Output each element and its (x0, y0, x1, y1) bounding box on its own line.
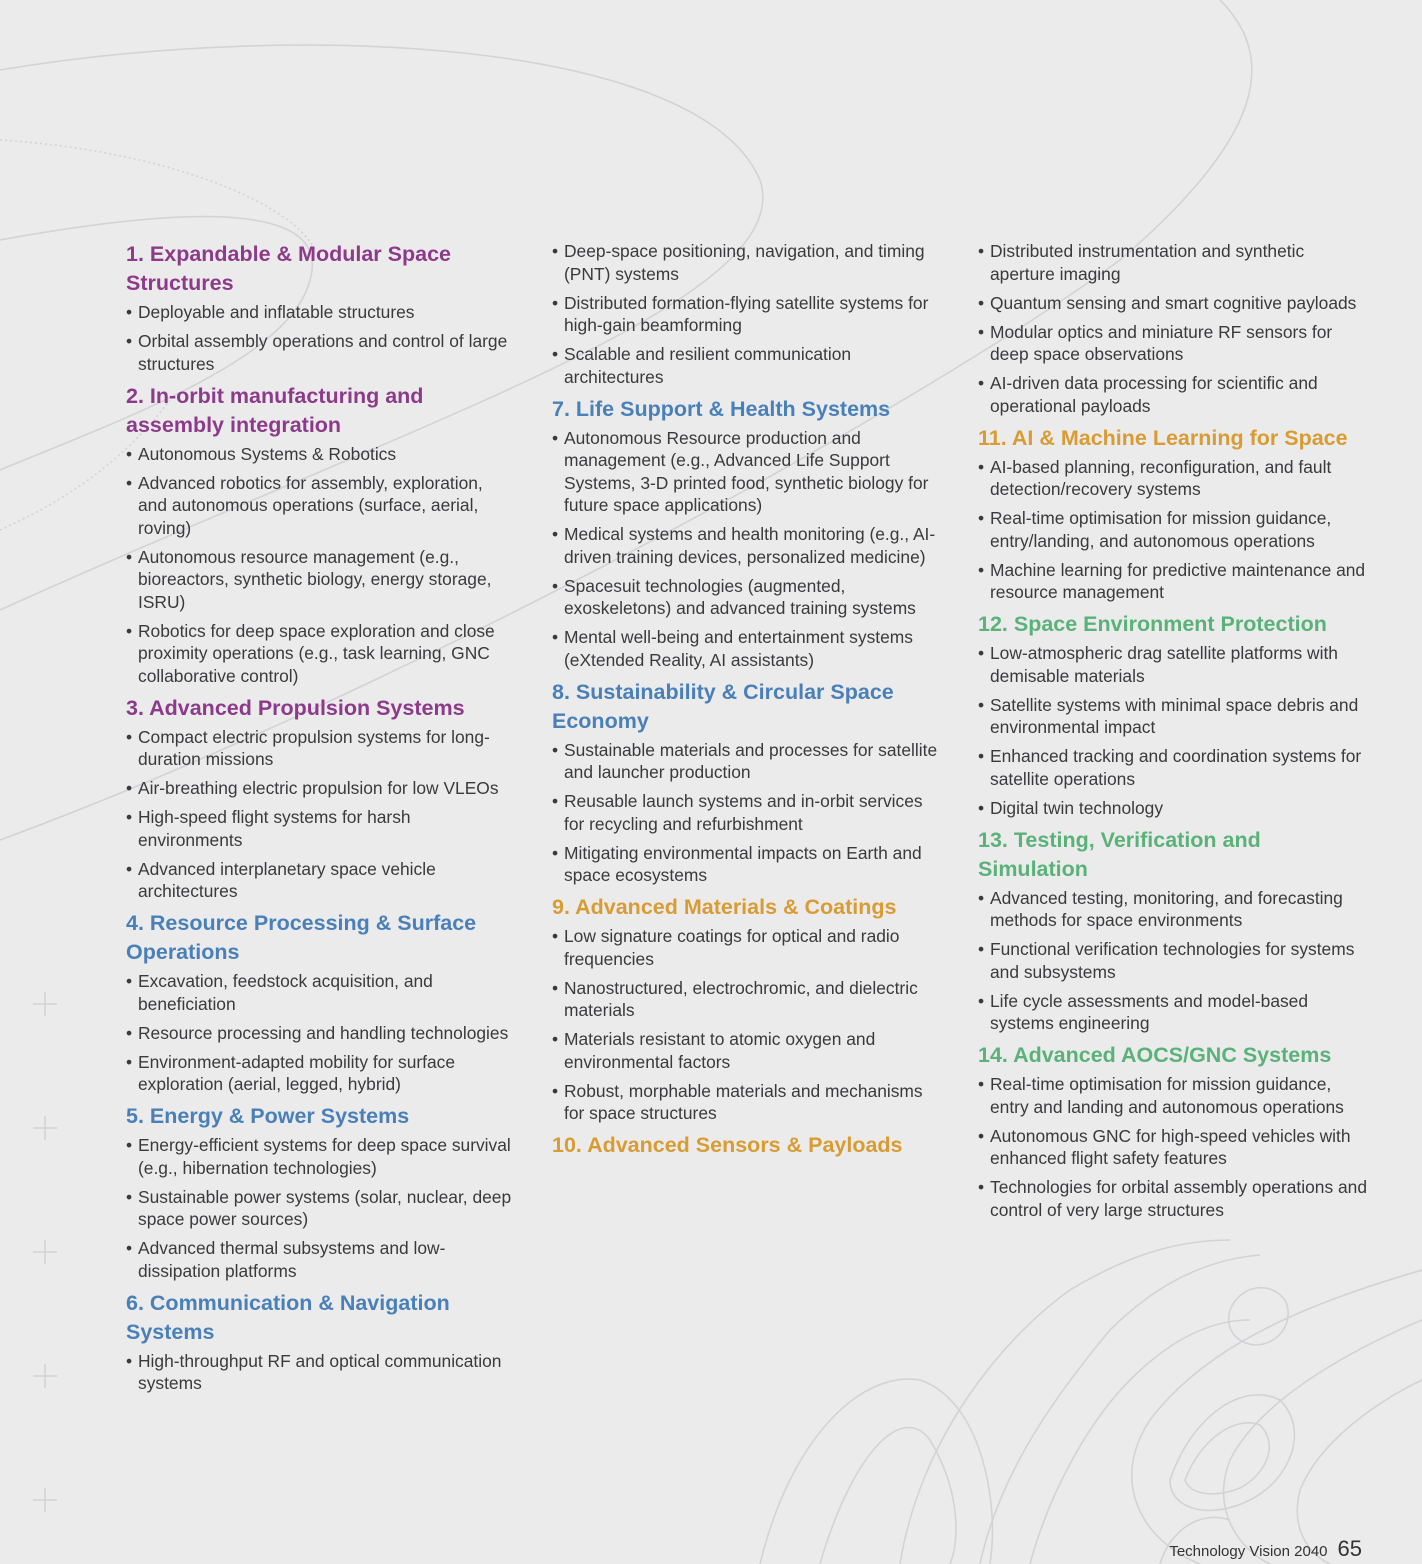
list-item (978, 292, 1370, 315)
column-1 (126, 240, 516, 1401)
list-item-text: Air-breathing electric propulsion for low VLEOs (138, 778, 499, 798)
list-item-text: Mitigating environmental impacts on Earth and space ecosystems (564, 842, 922, 885)
section-block (552, 678, 944, 887)
list-item-text: Digital twin technology (990, 797, 1164, 818)
list-item-text: Technologies for orbital assembly operations and control of very large structures (990, 1177, 1368, 1220)
list-item-text: High-throughput RF and optical communication systems (138, 1350, 502, 1393)
list-item (978, 694, 1370, 739)
section-block (552, 893, 944, 1125)
section-block (126, 909, 516, 1096)
bullet-icon: • (126, 472, 133, 493)
bullet-icon: • (126, 778, 133, 798)
bullet-icon: • (978, 373, 985, 393)
list-item (126, 1237, 516, 1282)
list-item-text: Nanostructured, electrochromic, and dielectric materials (564, 977, 918, 1020)
bullet-icon: • (552, 977, 559, 998)
bullet-icon: • (978, 797, 985, 818)
list-item-text: Quantum sensing and smart cognitive payloads (990, 292, 1357, 313)
section-title: 9. Advanced Materials & Coatings (552, 895, 897, 919)
list-item-text: Medical systems and health monitoring (e.g., AI-driven training devices, personalized medicine) (564, 524, 936, 567)
list-item-text: Advanced testing, monitoring, and forecasting methods for space environments (990, 887, 1343, 930)
list-item (978, 507, 1370, 552)
bullet-icon: • (552, 791, 559, 811)
bullet-icon: • (552, 1080, 559, 1101)
list-item (126, 777, 516, 800)
list-item (126, 806, 516, 851)
list-item-text: Distributed formation-flying satellite systems for high-gain beamforming (564, 292, 929, 335)
list-item-text: Environment-adapted mobility for surface exploration (aerial, legged, hybrid) (138, 1051, 456, 1094)
bullet-icon: • (978, 559, 985, 580)
section-block (126, 1102, 516, 1282)
bullet-list (126, 726, 516, 903)
bullet-icon: • (978, 241, 985, 261)
section-block (978, 240, 1370, 417)
list-item-text: Low signature coatings for optical and radio frequencies (564, 926, 900, 969)
list-item-text: Robotics for deep space exploration and close proximity operations (e.g., task learning, GNC collaborative control) (138, 620, 495, 686)
list-item-text: Autonomous Resource production and management (e.g., Advanced Life Support Systems, 3-D printed food, synthetic biology for future space applications) (564, 427, 929, 515)
bullet-icon: • (126, 443, 133, 464)
bullet-icon: • (126, 620, 133, 641)
bullet-icon: • (126, 1238, 133, 1258)
list-item (126, 546, 516, 614)
section-title: 10. Advanced Sensors & Payloads (552, 1133, 903, 1157)
bullet-list (552, 739, 944, 887)
list-item-text: Life cycle assessments and model-based systems engineering (990, 990, 1309, 1033)
bullet-icon: • (552, 524, 559, 544)
bullet-list (126, 301, 516, 375)
list-item-text: Deep-space positioning, navigation, and timing (PNT) systems (564, 241, 925, 284)
bullet-icon: • (126, 1186, 133, 1207)
list-item (552, 790, 944, 835)
bullet-icon: • (978, 643, 985, 663)
bullet-icon: • (552, 926, 559, 946)
list-item-text: Real-time optimisation for mission guidance, entry/landing, and autonomous operations (990, 508, 1332, 551)
section-title: 6. Communication & Navigation Systems (126, 1290, 450, 1344)
bullet-icon: • (552, 427, 559, 448)
bullet-icon: • (552, 344, 559, 364)
list-item (552, 575, 944, 620)
section-block (126, 382, 516, 688)
list-item-text: Orbital assembly operations and control of large structures (138, 331, 508, 374)
bullet-list (552, 925, 944, 1125)
list-item-text: Energy-efficient systems for deep space survival (e.g., hibernation technologies) (138, 1135, 511, 1178)
bullet-list (552, 427, 944, 672)
list-item (552, 842, 944, 887)
page-footer (1169, 1536, 1362, 1562)
list-item-text: Autonomous resource management (e.g., bioreactors, synthetic biology, energy storage, ISRU) (138, 546, 492, 612)
list-item-text: Reusable launch systems and in-orbit services for recycling and refurbishment (564, 791, 923, 834)
bullet-icon: • (126, 726, 133, 747)
section-block (126, 694, 516, 903)
bullet-icon: • (552, 575, 559, 596)
bullet-icon: • (552, 1029, 559, 1049)
list-item (978, 887, 1370, 932)
bullet-icon: • (978, 321, 985, 342)
list-item (978, 642, 1370, 687)
list-item (552, 292, 944, 337)
list-item (552, 739, 944, 784)
bullet-icon: • (126, 1051, 133, 1072)
list-item-text: Mental well-being and entertainment systems (eXtended Reality, AI assistants) (564, 627, 913, 670)
list-item (978, 240, 1370, 285)
section-title: 1. Expandable & Modular Space Structures (126, 242, 451, 295)
list-item (552, 343, 944, 388)
list-item-text: Compact electric propulsion systems for long-duration missions (138, 726, 490, 769)
bullet-list (126, 443, 516, 688)
list-item-text: Sustainable power systems (solar, nuclear, deep space power sources) (138, 1186, 512, 1229)
bullet-list (978, 887, 1370, 1035)
list-item (552, 1028, 944, 1073)
bullet-list (126, 1134, 516, 1282)
list-item-text: Functional verification technologies for systems and subsystems (990, 939, 1355, 982)
bullet-icon: • (126, 546, 133, 567)
bullet-icon: • (552, 842, 559, 863)
section-title: 12. Space Environment Protection (978, 612, 1327, 636)
bullet-list (978, 456, 1370, 604)
list-item (126, 472, 516, 540)
list-item-text: AI-based planning, reconfiguration, and fault detection/recovery systems (990, 456, 1332, 499)
page-number: 65 (1337, 1536, 1362, 1561)
bullet-list (552, 240, 944, 388)
list-item (552, 977, 944, 1022)
list-item-text: Scalable and resilient communication architectures (564, 344, 852, 387)
list-item (978, 456, 1370, 501)
bullet-list (126, 970, 516, 1096)
list-item-text: Materials resistant to atomic oxygen and environmental factors (564, 1029, 876, 1072)
list-item (978, 745, 1370, 790)
section-block (978, 424, 1370, 604)
bullet-icon: • (126, 302, 133, 322)
list-item-text: AI-driven data processing for scientific and operational payloads (990, 373, 1318, 416)
bullet-list (978, 1073, 1370, 1221)
section-block (978, 1041, 1370, 1221)
section-title: 7. Life Support & Health Systems (552, 396, 891, 421)
list-item-text: Deployable and inflatable structures (138, 302, 415, 322)
section-title: 5. Energy & Power Systems (126, 1104, 410, 1128)
bullet-icon: • (552, 292, 559, 313)
list-item-text: Robust, morphable materials and mechanisms for space structures (564, 1080, 923, 1123)
list-item (126, 858, 516, 903)
list-item (978, 559, 1370, 604)
list-item-text: Advanced robotics for assembly, exploration, and autonomous operations (surface, aerial, roving) (138, 472, 483, 538)
list-item (126, 301, 516, 324)
column-2 (552, 240, 944, 1163)
bullet-list (126, 1350, 516, 1395)
list-item-text: Excavation, feedstock acquisition, and beneficiation (138, 971, 433, 1014)
bullet-icon: • (978, 292, 985, 313)
section-block (552, 240, 944, 388)
footer-label: Technology Vision 2040 (1169, 1543, 1328, 1560)
bullet-icon: • (978, 1177, 985, 1197)
list-item (978, 321, 1370, 366)
bullet-icon: • (126, 858, 133, 879)
bullet-icon: • (978, 456, 985, 477)
section-block (552, 1131, 944, 1160)
list-item-text: Spacesuit technologies (augmented, exoskeletons) and advanced training systems (564, 575, 916, 618)
list-item-text: Real-time optimisation for mission guidance, entry and landing and autonomous operations (990, 1074, 1344, 1117)
list-item (126, 443, 516, 466)
section-title: 11. AI & Machine Learning for Space (978, 425, 1348, 450)
bullet-icon: • (126, 1350, 133, 1371)
bullet-list (978, 240, 1370, 417)
bullet-icon: • (978, 508, 985, 528)
list-item (126, 620, 516, 688)
list-item (126, 1134, 516, 1179)
list-item (126, 1051, 516, 1096)
section-title: 2. In-orbit manufacturing and assembly integration (126, 383, 424, 437)
bullet-icon: • (126, 971, 133, 991)
bullet-icon: • (978, 1125, 985, 1146)
list-item (552, 240, 944, 285)
list-item (552, 427, 944, 517)
section-block (126, 240, 516, 375)
bullet-icon: • (552, 241, 559, 261)
list-item (978, 990, 1370, 1035)
list-item (126, 726, 516, 771)
section-title: 3. Advanced Propulsion Systems (126, 695, 465, 720)
bullet-icon: • (978, 694, 985, 715)
list-item-text: Autonomous Systems & Robotics (138, 443, 397, 464)
list-item-text: Machine learning for predictive maintenance and resource management (990, 559, 1366, 602)
list-item-text: Enhanced tracking and coordination systems for satellite operations (990, 746, 1362, 789)
list-item-text: Low-atmospheric drag satellite platforms with demisable materials (990, 643, 1338, 686)
list-item-text: Advanced interplanetary space vehicle architectures (138, 858, 436, 901)
list-item-text: Satellite systems with minimal space debris and environmental impact (990, 694, 1359, 737)
list-item (978, 1176, 1370, 1221)
bullet-icon: • (978, 990, 985, 1011)
list-item-text: Autonomous GNC for high-speed vehicles with enhanced flight safety features (990, 1125, 1351, 1168)
bullet-icon: • (552, 739, 559, 760)
bullet-icon: • (978, 1074, 985, 1094)
list-item-text: High-speed flight systems for harsh environments (138, 807, 411, 850)
bullet-icon: • (126, 1022, 133, 1043)
list-item (126, 1186, 516, 1231)
section-title: 4. Resource Processing & Surface Operations (126, 911, 477, 964)
section-title: 13. Testing, Verification and Simulation (978, 827, 1261, 881)
bullet-icon: • (978, 887, 985, 908)
list-item-text: Sustainable materials and processes for satellite and launcher production (564, 739, 938, 782)
column-3 (978, 240, 1370, 1228)
list-item (978, 938, 1370, 983)
bullet-icon: • (978, 746, 985, 766)
list-item (978, 797, 1370, 820)
list-item (126, 1350, 516, 1395)
list-item-text: Distributed instrumentation and synthetic aperture imaging (990, 241, 1305, 284)
list-item (552, 925, 944, 970)
list-item (126, 1022, 516, 1045)
list-item (978, 1073, 1370, 1118)
section-block (978, 610, 1370, 819)
bullet-icon: • (126, 807, 133, 827)
list-item (978, 372, 1370, 417)
section-title: 14. Advanced AOCS/GNC Systems (978, 1043, 1332, 1067)
bullet-icon: • (126, 331, 133, 351)
section-block (552, 395, 944, 672)
section-block (126, 1289, 516, 1395)
list-item (552, 626, 944, 671)
list-item-text: Resource processing and handling technologies (138, 1022, 509, 1043)
bullet-icon: • (126, 1135, 133, 1155)
section-title: 8. Sustainability & Circular Space Economy (552, 679, 894, 733)
list-item-text: Advanced thermal subsystems and low-dissipation platforms (138, 1238, 446, 1281)
bullet-icon: • (552, 627, 559, 647)
list-item (552, 523, 944, 568)
bullet-list (978, 642, 1370, 819)
section-block (978, 826, 1370, 1035)
list-item-text: Modular optics and miniature RF sensors for deep space observations (990, 321, 1333, 364)
list-item (126, 970, 516, 1015)
list-item (126, 330, 516, 375)
list-item (978, 1125, 1370, 1170)
list-item (552, 1080, 944, 1125)
bullet-icon: • (978, 939, 985, 959)
